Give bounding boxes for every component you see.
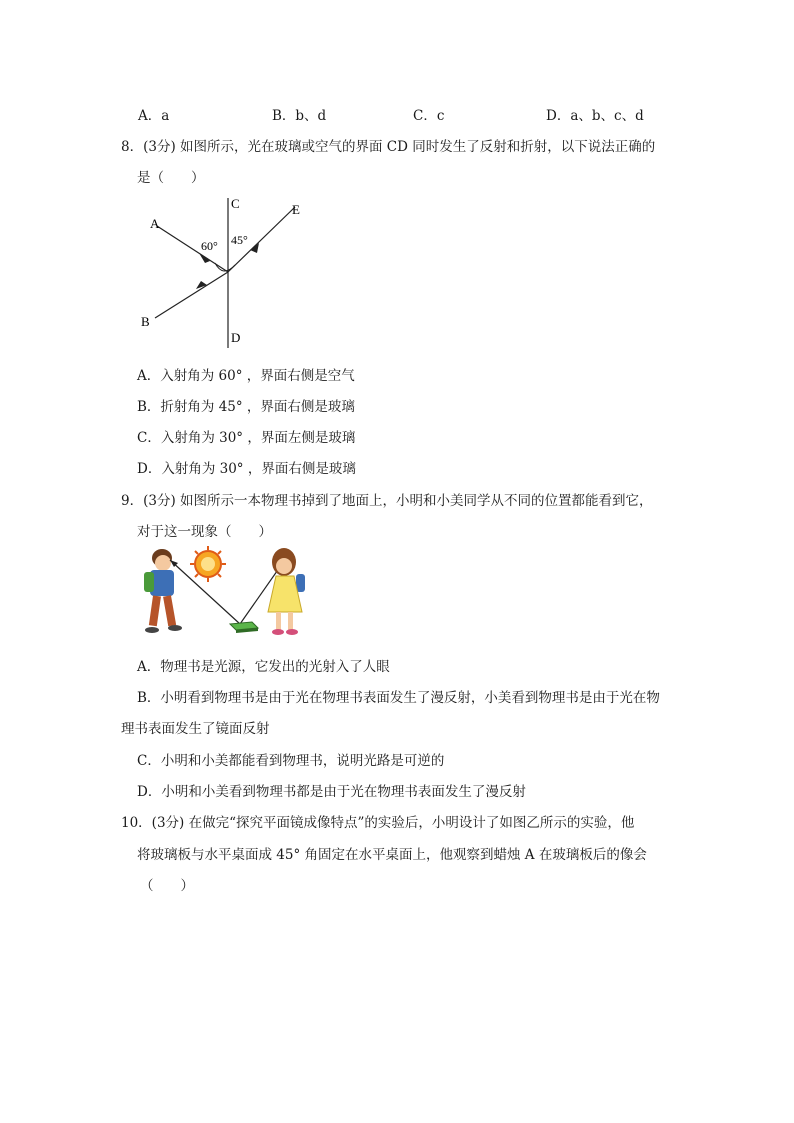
q9-stem-line2: 对于这一现象（ ）	[137, 524, 272, 540]
q7-option-a[interactable]: A．a	[138, 108, 170, 124]
q8-refraction-diagram	[135, 192, 315, 350]
q7-option-d[interactable]: D．a、b、c、d	[546, 108, 644, 124]
q9-illustration	[136, 544, 316, 644]
angle-label-45: 45°	[231, 233, 248, 247]
q9-option-b-line2[interactable]: 理书表面发生了镜面反射	[121, 721, 270, 737]
label-a: A	[150, 216, 160, 231]
q9-option-b-line1[interactable]: B．小明看到物理书是由于光在物理书表面发生了漫反射，小美看到物理书是由于光在物	[137, 690, 660, 706]
angle-label-60: 60°	[201, 239, 218, 253]
q10-stem-line1: 10．(3分) 在做完“探究平面镜成像特点”的实验后，小明设计了如图乙所示的实验，他	[121, 815, 635, 831]
q8-stem-line2: 是（ ）	[137, 170, 205, 186]
sun-icon	[190, 546, 226, 582]
q8-option-a[interactable]: A．入射角为 60° ，界面右侧是空气	[137, 368, 355, 384]
label-b: B	[141, 314, 150, 329]
ray-e-arrow	[250, 243, 259, 253]
q9-option-c[interactable]: C．小明和小美都能看到物理书，说明光路是可逆的	[137, 753, 445, 769]
ray-a-arrow	[199, 253, 210, 263]
q8-stem-line1: 8．(3分) 如图所示，光在玻璃或空气的界面 CD 同时发生了反射和折射，以下说法正确的	[121, 139, 656, 155]
q7-option-b[interactable]: B．b、d	[272, 108, 327, 124]
q10-stem-line2: 将玻璃板与水平桌面成 45° 角固定在水平桌面上，他观察到蜡烛 A 在玻璃板后的像会	[137, 847, 647, 863]
q9-stem-line1: 9．(3分) 如图所示一本物理书掉到了地面上，小明和小美同学从不同的位置都能看到它，	[121, 493, 653, 509]
label-e: E	[292, 202, 300, 217]
q9-option-d[interactable]: D．小明和小美看到物理书都是由于光在物理书表面发生了漫反射	[137, 784, 526, 800]
q8-option-b[interactable]: B．折射角为 45° ，界面右侧是玻璃	[137, 399, 355, 415]
label-d: D	[231, 330, 241, 345]
ray-b-arrow	[196, 281, 207, 289]
q7-option-c[interactable]: C．c	[413, 108, 445, 124]
girl-figure	[268, 548, 305, 635]
book-icon	[230, 622, 258, 633]
ray-b	[155, 272, 228, 318]
label-c: C	[231, 196, 240, 211]
q9-option-a[interactable]: A．物理书是光源，它发出的光射入了人眼	[137, 659, 390, 675]
boy-figure	[144, 549, 182, 633]
q10-stem-line3: （ ）	[140, 878, 194, 894]
q8-option-c[interactable]: C．入射角为 30° ，界面左侧是玻璃	[137, 430, 356, 446]
q8-option-d[interactable]: D．入射角为 30° ，界面右侧是玻璃	[137, 461, 356, 477]
